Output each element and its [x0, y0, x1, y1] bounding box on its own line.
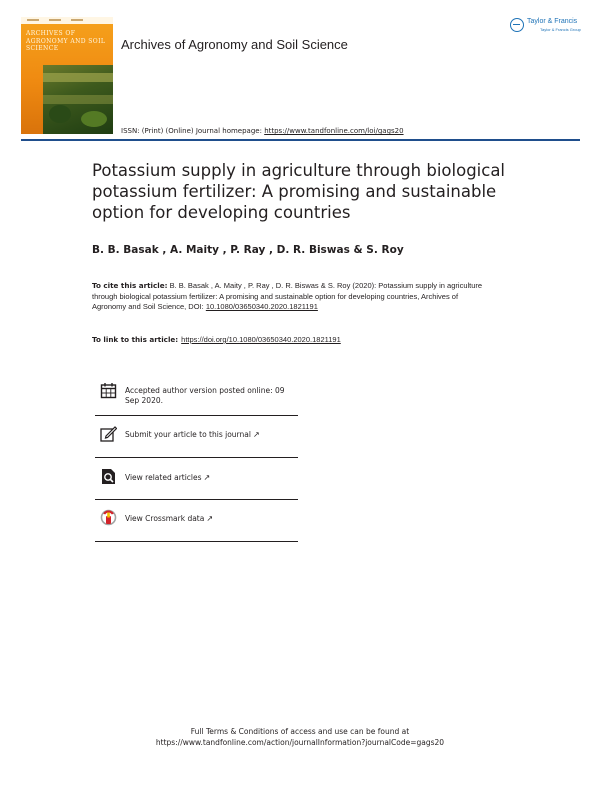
article-title: Potassium supply in agriculture through biological potassium fertilizer: A promising and sustainable option for developing countries [92, 161, 506, 222]
external-link-icon: ↗ [252, 430, 260, 439]
journal-title[interactable]: Archives of Agronomy and Soil Science [121, 37, 348, 52]
citation-text: B. B. Basak , A. Maity , P. Ray , D. R. Biswas & S. Roy (2020): Potassium supply in agriculture through biological potassium fertilizer: A promising and sustainable option for developing countries, Archives of Agronomy and Soil Science, DOI: [92, 281, 483, 311]
edit-icon [100, 425, 117, 442]
issn-label: ISSN: (Print) (Online) Journal homepage: [121, 127, 262, 135]
accepted-date-row [95, 376, 298, 416]
article-link-label: To link to this article: [92, 335, 179, 344]
article-authors: B. B. Basak , A. Maity , P. Ray , D. R. Biswas & S. Roy [92, 244, 404, 256]
external-link-icon: ↗ [206, 514, 214, 523]
accepted-date-text: Accepted author version posted online: 09 Sep 2020. [125, 386, 285, 405]
external-link-icon: ↗ [203, 473, 211, 482]
publisher-logo[interactable] [510, 17, 585, 35]
article-actions [95, 376, 298, 542]
related-articles-row[interactable] [95, 458, 298, 500]
publisher-sub: Taylor & Francis Group [540, 27, 581, 32]
related-articles-label: View related articles [125, 473, 202, 482]
header-divider [21, 139, 580, 141]
footer [0, 727, 600, 748]
journal-homepage-link[interactable]: https://www.tandfonline.com/loi/gags20 [264, 127, 404, 135]
related-articles-icon [100, 468, 117, 485]
related-articles-link[interactable] [125, 473, 297, 483]
cover-title: ARCHIVES OF AGRONOMY AND SOIL SCIENCE [26, 30, 106, 52]
submit-article-label: Submit your article to this journal [125, 430, 251, 439]
crossmark-link[interactable] [125, 514, 297, 524]
citation-doi-link[interactable]: 10.1080/03650340.2020.1821191 [205, 302, 318, 311]
submit-article-row[interactable] [95, 416, 298, 458]
footer-terms-link[interactable]: https://www.tandfonline.com/action/journalInformation?journalCode=gags20 [155, 737, 445, 747]
crossmark-row[interactable] [95, 500, 298, 542]
journal-cover-image [21, 17, 113, 134]
submit-article-link[interactable] [125, 430, 297, 440]
citation-block [92, 281, 492, 313]
citation-label: To cite this article: [92, 281, 168, 290]
cover-top-bar [21, 17, 113, 24]
footer-terms-text: Full Terms & Conditions of access and use can be found at [190, 727, 410, 736]
article-link-block [92, 335, 341, 344]
calendar-icon [100, 382, 117, 399]
issn-line [121, 127, 404, 135]
cover-photo [43, 65, 113, 134]
crossmark-label: View Crossmark data [125, 514, 205, 523]
crossmark-icon [100, 509, 117, 526]
publisher-logo-icon [510, 18, 524, 32]
article-doi-link[interactable]: https://doi.org/10.1080/03650340.2020.1821191 [181, 335, 341, 344]
publisher-name: Taylor & Francis [527, 18, 578, 25]
